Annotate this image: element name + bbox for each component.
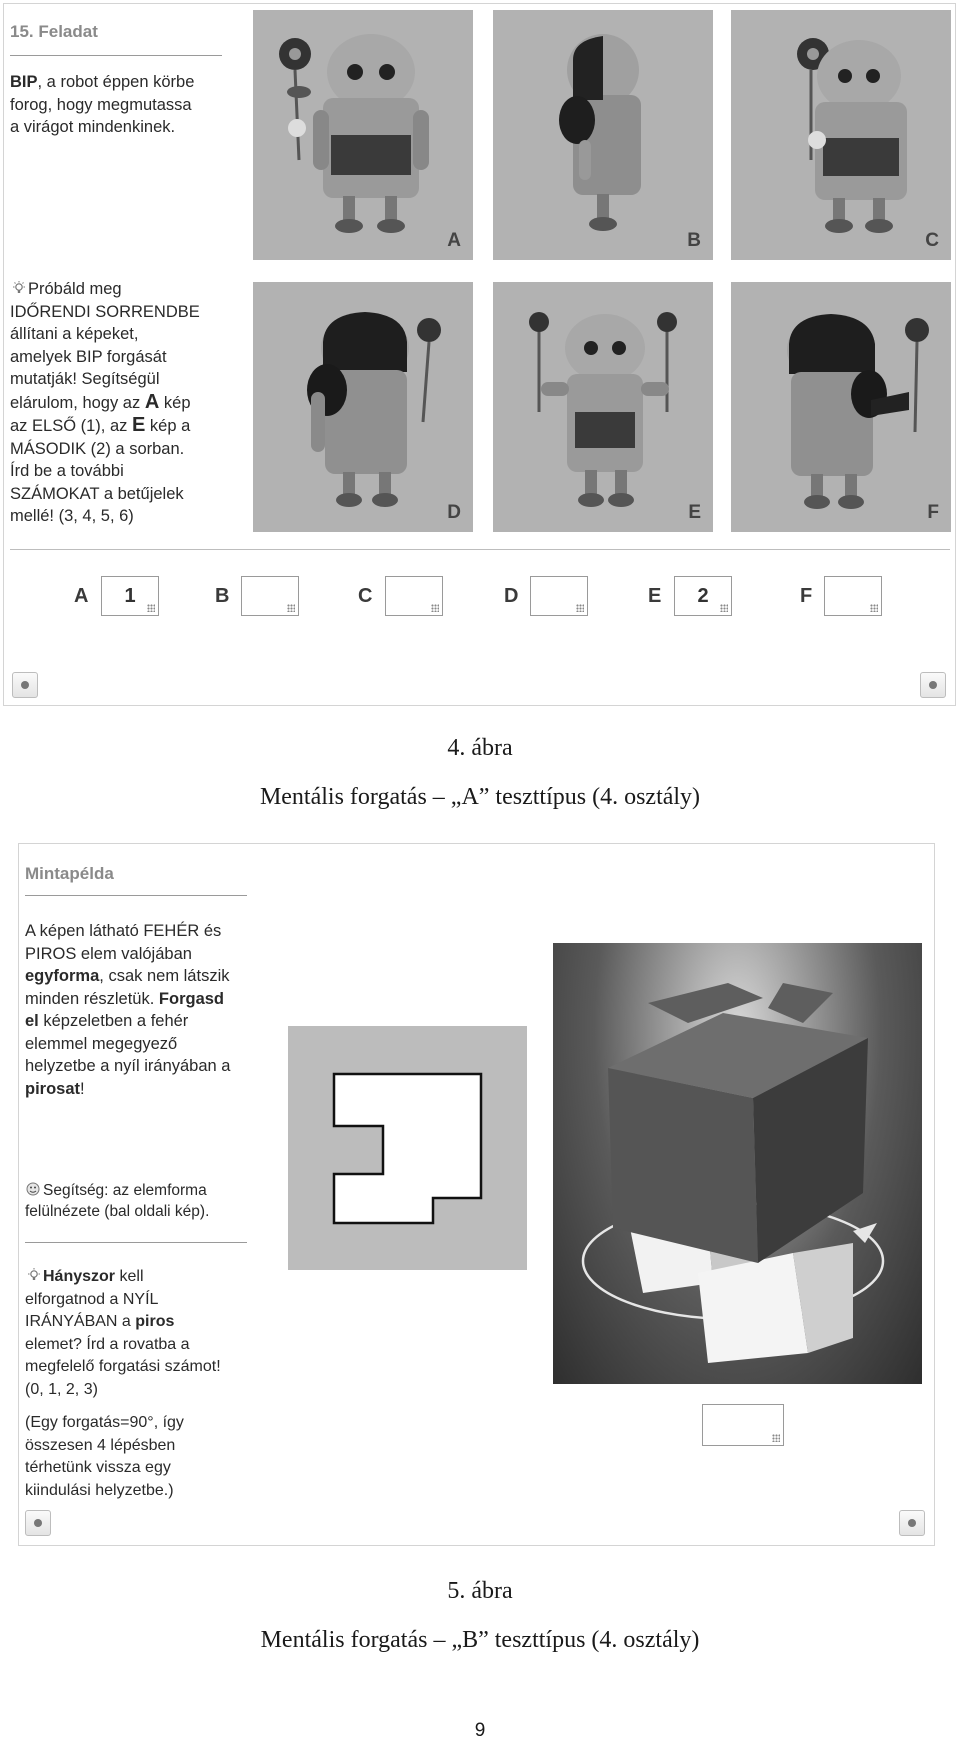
robot-front-flower-icon xyxy=(731,10,951,260)
tile-letter: D xyxy=(447,502,461,523)
answer-label-c: C xyxy=(358,585,373,607)
answer-field-e[interactable]: 2 xyxy=(674,576,732,616)
robot-image-e xyxy=(493,282,713,532)
robot-back-side-icon xyxy=(731,282,951,532)
robot-front-arms-out-icon xyxy=(493,282,713,532)
rotation-count-field[interactable] xyxy=(702,1404,784,1446)
resize-grip-icon xyxy=(772,1434,780,1442)
cube-rotation-icon xyxy=(553,943,922,1384)
robot-image-c xyxy=(731,10,951,260)
answer-label-d: D xyxy=(504,585,519,607)
previous-task-button[interactable] xyxy=(12,672,38,698)
title-divider xyxy=(25,895,247,896)
title-divider xyxy=(10,55,222,56)
resize-grip-icon xyxy=(576,604,584,612)
robot-name: BIP xyxy=(10,73,38,91)
resize-grip-icon xyxy=(870,604,878,612)
answer-label-e: E xyxy=(648,585,662,607)
answer-label-a: A xyxy=(74,585,89,607)
robot-back-icon xyxy=(253,282,473,532)
figure-5-number: 5. ábra xyxy=(447,1578,513,1604)
rotation-render-image xyxy=(553,943,922,1384)
page-number: 9 xyxy=(474,1720,486,1741)
answer-row-divider xyxy=(10,549,950,550)
previous-task-button[interactable] xyxy=(25,1510,51,1536)
figure-5-caption: Mentális forgatás – „B” teszttípus (4. osztály) xyxy=(260,1627,700,1653)
robot-image-d xyxy=(253,282,473,532)
sample-title: Mintapélda xyxy=(25,864,114,883)
smiley-icon xyxy=(25,1182,41,1196)
robot-image-a xyxy=(253,10,473,260)
sample-description: A képen látható FEHÉR és PIROS elem valójában egyforma, csak nem látszik minden részletük. Forgasd el képzeletben a fehér elemmel megegyező helyzetbe a nyíl irányában a pirosat! xyxy=(25,922,231,1098)
help-text: Segítség: az elemforma felülnézete (bal oldali kép). xyxy=(25,1182,210,1220)
next-task-button[interactable] xyxy=(899,1510,925,1536)
answer-field-d[interactable] xyxy=(530,576,588,616)
instructions-text: Próbáld meg IDŐRENDI SORRENDBE állítani a képeket, amelyek BIP forgását mutatják! Segítségül elárulom, hogy az A kép az ELSŐ (1), az E kép a MÁSODIK (2) a sorban. Írd be a további SZÁMOKAT a betűjelek mellé! (3, 4, 5, 6) xyxy=(10,280,200,525)
figure-4-caption: Mentális forgatás – „A” teszttípus (4. osztály) xyxy=(259,784,701,810)
resize-grip-icon xyxy=(147,604,155,612)
intro-text: BIP, a robot éppen körbe forog, hogy megmutassa a virágot mindenkinek. xyxy=(10,73,195,136)
robot-front-flower-left-icon xyxy=(253,10,473,260)
answer-field-f[interactable] xyxy=(824,576,882,616)
robot-side-icon xyxy=(493,10,713,260)
help-divider xyxy=(25,1242,247,1243)
figure-4-number: 4. ábra xyxy=(447,735,513,761)
lightbulb-icon xyxy=(10,281,26,295)
top-view-shape-icon xyxy=(288,1026,527,1270)
next-task-button[interactable] xyxy=(920,672,946,698)
question-text: Hányszor kell elforgatnod a NYÍL IRÁNYÁBAN a piros elemet? Írd a rovatba a megfelelő forgatási számot! (0, 1, 2, 3) xyxy=(25,1268,221,1398)
tile-letter: A xyxy=(447,230,461,251)
tile-letter: F xyxy=(927,502,939,523)
answer-label-b: B xyxy=(215,585,230,607)
tile-letter: B xyxy=(687,230,701,251)
answer-label-f: F xyxy=(800,585,813,607)
top-view-image xyxy=(288,1026,527,1270)
answer-field-b[interactable] xyxy=(241,576,299,616)
robot-image-b xyxy=(493,10,713,260)
tile-letter: C xyxy=(925,230,939,251)
robot-image-f xyxy=(731,282,951,532)
answer-field-a[interactable]: 1 xyxy=(101,576,159,616)
resize-grip-icon xyxy=(720,604,728,612)
rotation-note: (Egy forgatás=90°, így összesen 4 lépésben térhetünk vissza egy kiindulási helyzetbe.) xyxy=(25,1414,184,1499)
task-title: 15. Feladat xyxy=(10,22,98,41)
answer-field-c[interactable] xyxy=(385,576,443,616)
lightbulb-icon xyxy=(25,1268,41,1282)
resize-grip-icon xyxy=(287,604,295,612)
tile-letter: E xyxy=(688,502,701,523)
resize-grip-icon xyxy=(431,604,439,612)
